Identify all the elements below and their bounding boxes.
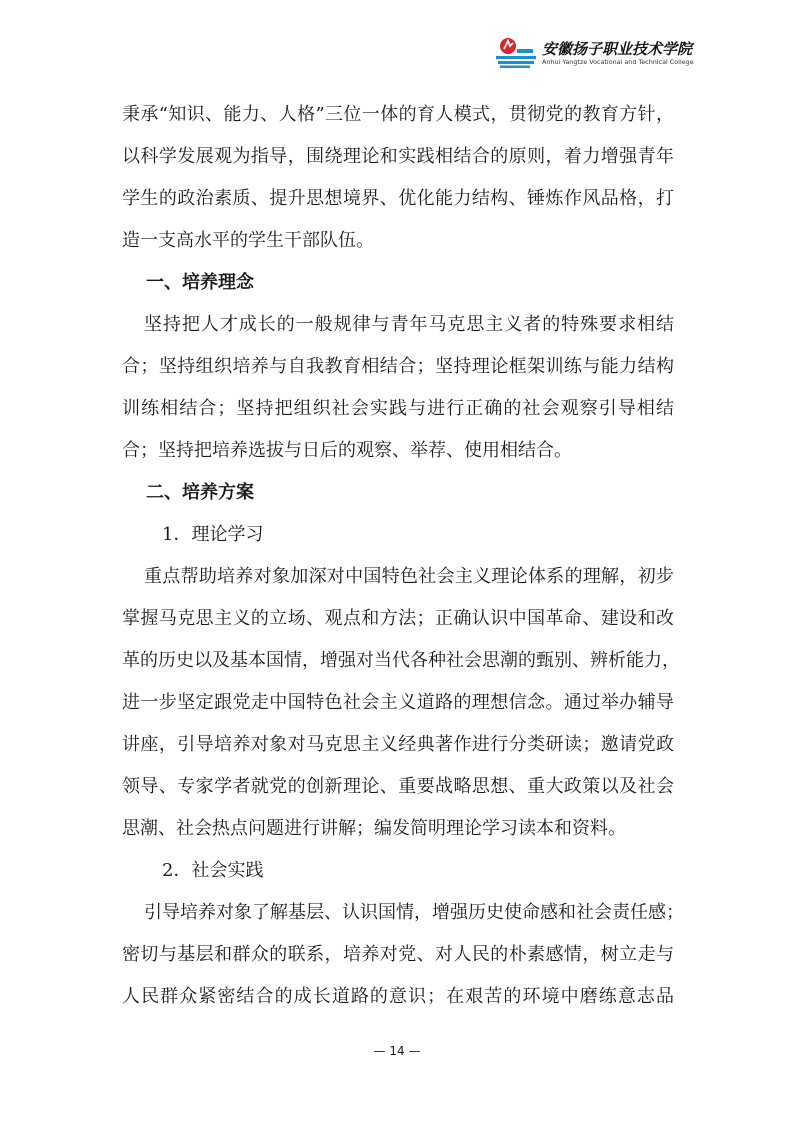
page-number: — 14 — [373, 1044, 421, 1058]
college-name-en: Anhui Yangtze Vocational and Technical College [542, 58, 694, 66]
paragraph-line: 合；坚持把培养选拔与日后的观察、举荐、使用相结合。 [122, 440, 572, 461]
subsection-heading-theory: 1．理论学习 [162, 524, 264, 545]
paragraph-line: 思潮、社会热点问题进行讲解；编发简明理论学习读本和资料。 [122, 818, 626, 839]
paragraph-line: 训练相结合；坚持把组织社会实践与进行正确的社会观察引导相结 [122, 398, 674, 419]
paragraph-line: 重点帮助培养对象加深对中国特色社会主义理论体系的理解，初步 [144, 566, 674, 587]
college-header [496, 36, 694, 72]
paragraph-line: 合；坚持组织培养与自我教育相结合；坚持理论框架训练与能力结构 [122, 356, 674, 377]
paragraph-line: 人民群众紧密结合的成长道路的意识；在艰苦的环境中磨练意志品 [122, 986, 674, 1007]
intro-line: 学生的政治素质、提升思想境界、优化能力结构、锤炼作风品格，打 [122, 188, 674, 209]
paragraph-line: 领导、专家学者就党的创新理论、重要战略思想、重大政策以及社会 [122, 776, 674, 797]
intro-line: 造一支高水平的学生干部队伍。 [122, 230, 374, 251]
subsection-heading-practice: 2．社会实践 [162, 860, 264, 881]
paragraph-line: 掌握马克思主义的立场、观点和方法；正确认识中国革命、建设和改 [122, 608, 674, 629]
college-name-cn: 安徽扬子职业技术学院 [542, 40, 693, 58]
paragraph-line: 坚持把人才成长的一般规律与青年马克思主义者的特殊要求相结 [144, 314, 674, 335]
college-logo-icon [496, 36, 540, 68]
paragraph-line: 讲座，引导培养对象对马克思主义经典著作进行分类研读；邀请党政 [122, 734, 674, 755]
section-heading-plan: 二、培养方案 [146, 482, 254, 503]
intro-line: 秉承“知识、能力、人格”三位一体的育人模式，贯彻党的教育方针， [122, 104, 674, 125]
paragraph-line: 进一步坚定跟党走中国特色社会主义道路的理想信念。通过举办辅导 [122, 692, 674, 713]
paragraph-line: 革的历史以及基本国情，增强对当代各种社会思潮的甄别、辨析能力， [122, 650, 680, 671]
section-heading-philosophy: 一、培养理念 [146, 272, 254, 293]
intro-line: 以科学发展观为指导，围绕理论和实践相结合的原则，着力增强青年 [122, 146, 674, 167]
paragraph-line: 密切与基层和群众的联系，培养对党、对人民的朴素感情，树立走与 [122, 944, 674, 965]
paragraph-line: 引导培养对象了解基层、认识国情，增强历史使命感和社会责任感； [144, 902, 684, 923]
